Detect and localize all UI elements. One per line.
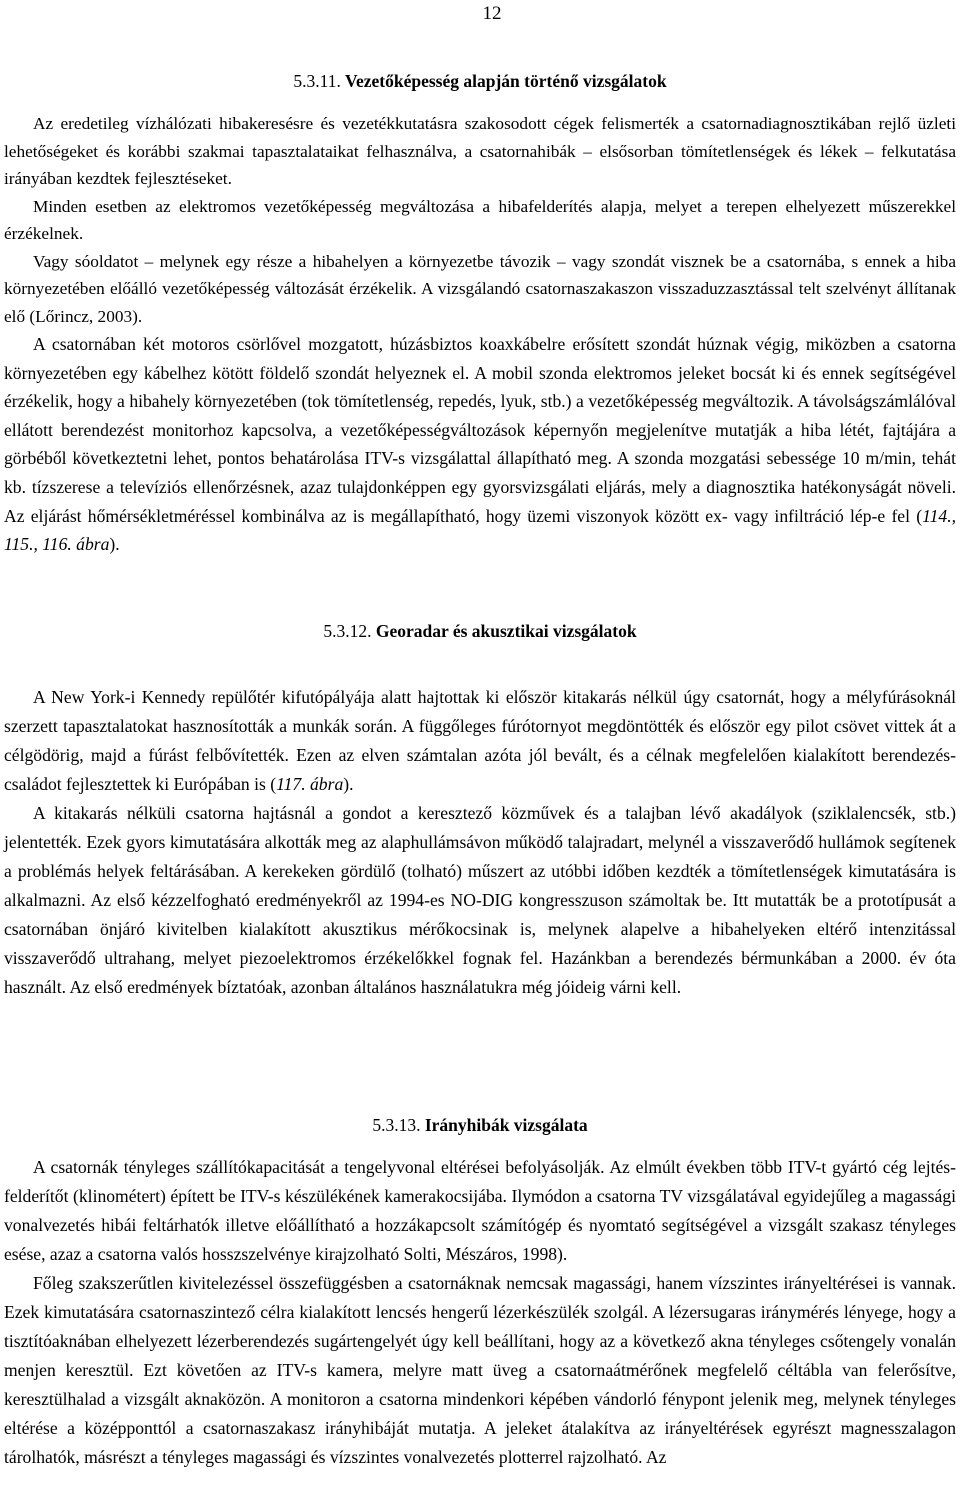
paragraph: Minden esetben az elektromos vezetőképesség megváltozása a hibafelderítés alapja, melyet a terepen elhelyezett műszerekkel érzékelnek. — [4, 196, 956, 243]
paragraph-text: A New York-i Kennedy repülőtér kifutópályája alatt hajtottak ki először kitakarás nélkül úgy csatornát, hogy a mélyfúrásoknál szerzett tapasztalatokat hasznosították a munkák során. A függőleges fúrótornyot megdöntötték és először egy pilot csövet vittek át a célgödörig, majd a fúrást felbővítették. Ezen az elven számtalan azóta jól bevált, és a célnak megfelelően kialakított berendezés-családot fejlesztettek ki Európában is ( — [4, 687, 956, 794]
section-number: 5.3.11. — [293, 71, 341, 91]
section-title: Vezetőképesség alapján történő vizsgálatok — [344, 71, 667, 91]
page-number: 12 — [482, 3, 502, 24]
section-title: Georadar és akusztikai vizsgálatok — [375, 621, 637, 641]
section-heading — [4, 1114, 956, 1136]
figure-reference: 114., 115., 116. ábra — [4, 505, 956, 555]
paragraph: Főleg szakszerűtlen kivitelezéssel összefüggésben a csatornáknak nemcsak magassági, hanem vízszintes irányeltérései is vannak. Ezek kimutatására csatornaszintező célra kialakított lencsés hengerű lézerkészülék szolgál. A lézersugaras iránymérés lényege, hogy a tisztítóaknában elhelyezett lézerberendezés sugártengelyét úgy kell beállítani, hogy az a következő akna tényleges csőtengely vonalán menjen keresztül. Ezt követően az ITV-s kamera, melyre matt üveg a csatornaátmérőnek megfelelő céltábla van felerősítve, keresztülhalad a vizsgált aknaközön. A monitoron a csatorna mindenkori képében vándorló fénypont jelenik meg, melynek tényleges eltérése a középponttól a csatornaszakasz irányhibáját mutatja. A jeleket átalakítva az irányeltérések egyrészt magnesszalagon tárolhatók, másrészt a tényleges magassági és vízszintes vonalvezetés plotterrel rajzolható. Az — [4, 1273, 956, 1467]
section-heading — [4, 70, 956, 92]
paragraph-text: A csatornában két motoros csörlővel mozgatott, húzásbiztos koaxkábelre erősített szondát húznak végig, miközben a csatorna környezetében egy kábelhez kötött földelő szondát helyeznek el. A mobil szonda elektromos jeleket bocsát ki és ennek segítségével érzékelik, hogy a hibahely környezetében (tok tömítetlenség, repedés, lyuk, stb.) a vezetőképesség megváltozik. A távolságszámlálóval ellátott berendezést monitorhoz kapcsolva, a vezetőképességváltozások képernyőn megjelenítve mutatják a hiba létét, fajtájára a görbéből következtetni lehet, pontos behatárolása ITV-s vizsgálattal állapítható meg. A szonda mozgatási sebessége 10 m/min, tehát kb. tízszerese a televíziós ellenőrzésnek, azaz tulajdonképpen egy gyorsvizsgálati eljárás, mely a diagnosztika hatékonyságát növeli. Az eljárást hőmérsékletméréssel kombinálva az is megállapítható, hogy üzemi viszonyok között ex- vagy infiltráció lép-e fel ( — [4, 334, 956, 526]
section-5-3-11 — [4, 70, 956, 559]
section-number: 5.3.13. — [372, 1115, 421, 1135]
section-5-3-13 — [4, 1114, 956, 1472]
paragraph: A kitakarás nélküli csatorna hajtásnál a gondot a keresztező közművek és a talajban lévő akadályok (sziklalencsék, stb.) jelentették. Ezek gyors kimutatására alkották meg az alaphullámsávon működő talajradart, melynél a visszaverődő hullámok segítenek a problémás helyek feltárásában. A kerekeken gördülő (tolható) műszert az utóbbi időben kezdték a tömítetlenségek kimutatására is alkalmazni. Az első kézzelfogható eredményekről az 1994-es NO-DIG kongresszuson számoltak be. Itt mutatták be a prototípusát a csatornában önjáró kivitelben kialakított akusztikus mérőkocsinak is, melynek alapelve a hibahelyeken eltérő intenzitással visszaverődő ultrahang, melyet piezoelektromos érzékelőkkel fognak fel. Hazánkban a berendezés bérmunkában a 2000. év óta használt. Az első eredmények bíztatóak, azonban általános használatukra még jóideig várni kell. — [4, 803, 956, 997]
section-number: 5.3.12. — [323, 621, 372, 641]
paragraph: Vagy sóoldatot – melynek egy része a hibahelyen a környezetbe távozik – vagy szondát visznek be a csatornába, s ennek a hiba környezetében előálló vezetőképesség változását érzékelik. A vizsgálandó csatornaszakaszon visszaduzzasztással telt szelvényt állítanak elő (Lőrincz, 2003). — [4, 251, 956, 326]
paragraph: A csatornák tényleges szállítókapacitását a tengelyvonal eltérései befolyásolják. Az elmúlt években több ITV-t gyártó cég lejtés-felderítőt (klinométert) épített be ITV-s készülékének kamerakocsijába. Ilymódon a csatorna TV vizsgálatával egyidejűleg a magassági vonalvezetés hibái feltárhatók illetve előállítható a hozzákapcsolt számítógép és nyomtató segítségével a vizsgált szakasz tényleges esése, azaz a csatorna valós hosszszelvénye kirajzolható Solti, Mészáros, 1998). — [4, 1157, 956, 1264]
section-5-3-12 — [4, 620, 956, 1002]
paragraph-text-tail: ). — [109, 534, 120, 555]
paragraph: Az eredetileg vízhálózati hibakeresésre és vezetékkutatásra szakosodott cégek felismerték a csatornadiagnosztikában rejlő üzleti lehetőségeket és korábbi szakmai tapasztalataikat felhasználva, a csatornahibák – elsősorban tömítetlenségek és lékek – felkutatása irányában kezdtek fejlesztéseket. — [4, 114, 956, 188]
section-heading — [4, 620, 956, 642]
figure-reference: 117. ábra — [276, 774, 344, 794]
paragraph-text-tail: ). — [343, 774, 354, 794]
section-title: Irányhibák vizsgálata — [424, 1115, 588, 1135]
paragraph — [4, 683, 956, 799]
paragraph — [4, 330, 956, 559]
